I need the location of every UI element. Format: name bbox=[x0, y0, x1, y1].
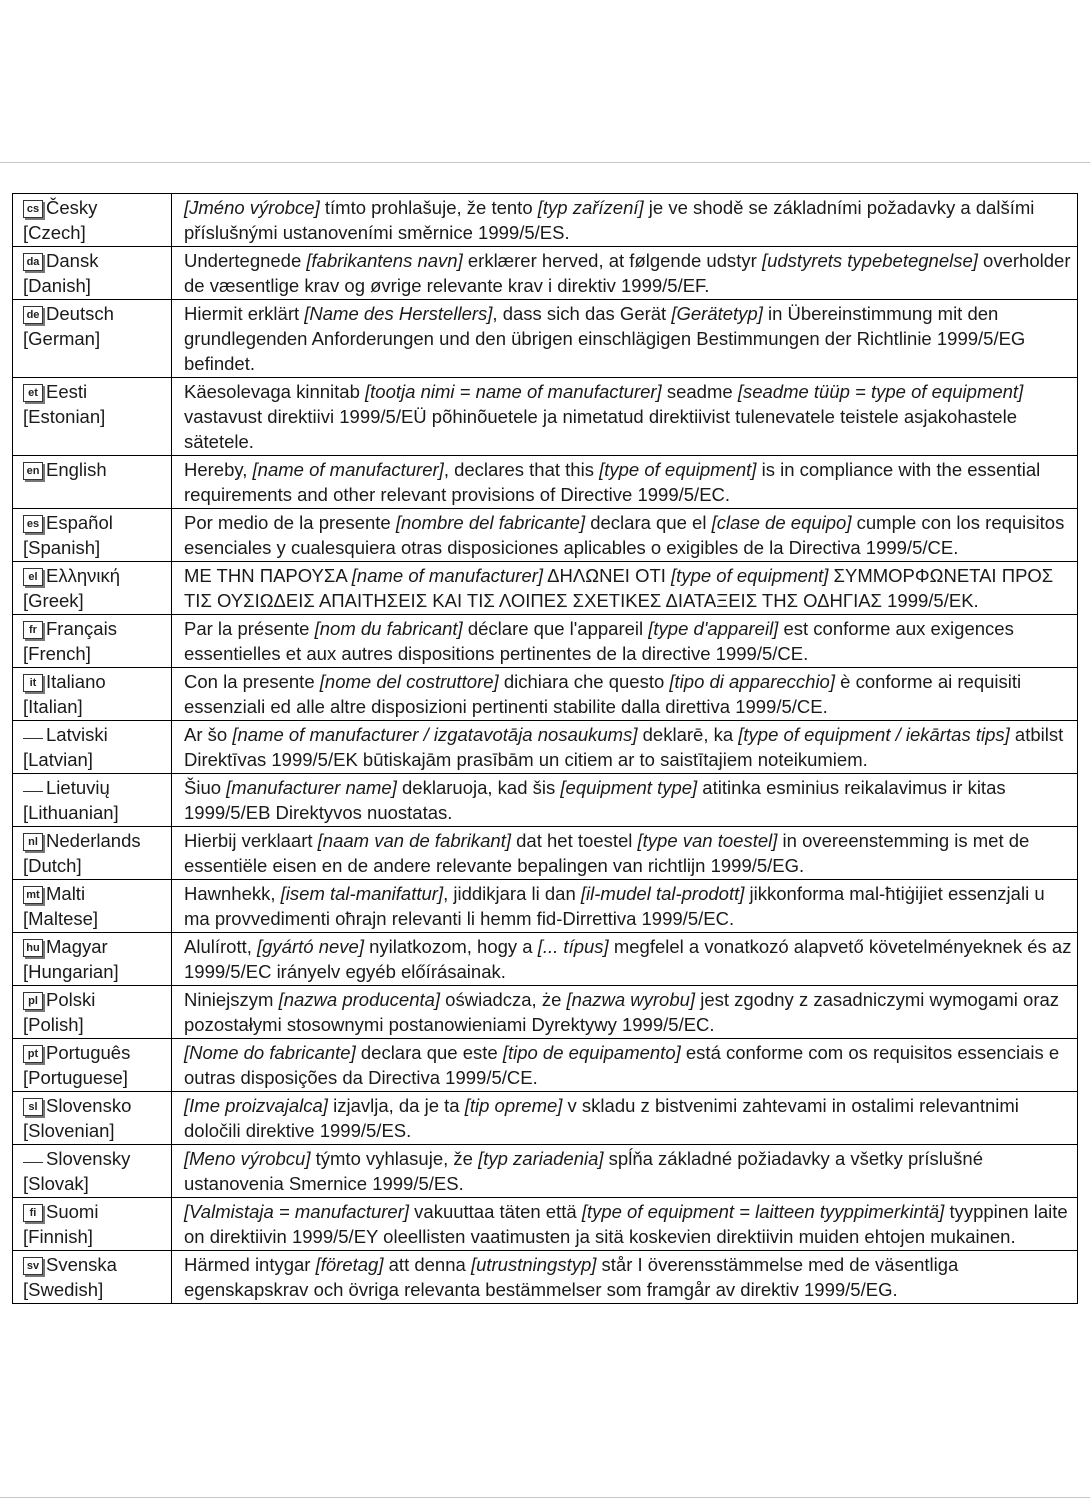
declaration-text-segment: je ve shodě se základními požadavky a dalšími příslušnými ustanoveními směrnice 1999/5/ES. bbox=[184, 197, 1035, 243]
table-row bbox=[13, 827, 1078, 880]
declaration-text-segment: , declares that this bbox=[443, 459, 600, 480]
declaration-text-segment: izjavlja, da je ta bbox=[327, 1095, 465, 1116]
declaration-text-segment: ΣΥΜΜΟΡΦΩΝΕΤΑΙ ΠΡΟΣ ΤΙΣ ΟΥΣΙΩΔΕΙΣ ΑΠΑΙΤΗΣΕΙΣ ΚΑΙ ΤΙΣ ΛΟΙΠΕΣ ΣΧΕΤΙΚΕΣ ΔΙΑΤΑΞΕΙΣ ΤΗΣ ΟΔΗΓΙΑΣ 1999/5/ΕΚ. bbox=[184, 565, 1054, 611]
table-row bbox=[13, 986, 1078, 1039]
table-row bbox=[13, 721, 1078, 774]
placeholder-text: [utrustningstyp] bbox=[470, 1254, 597, 1275]
language-cell bbox=[13, 774, 172, 827]
declaration-text-segment: Hiermit erklärt bbox=[184, 303, 305, 324]
declaration-text-segment: in Übereinstimmung mit den grundlegenden Anforderungen und den übrigen einschlägigen Bestimmungen der Richtlinie 1999/5/EG befindet. bbox=[184, 303, 1026, 374]
declaration-text-segment: v skladu z bistvenimi zahtevami in ostalimi relevantnimi določili direktive 1999/5/ES. bbox=[184, 1095, 1019, 1141]
language-code-icon: hu bbox=[23, 939, 43, 957]
declaration-text-segment: Niniejszym bbox=[184, 989, 279, 1010]
language-native-name: Suomi bbox=[46, 1201, 99, 1222]
language-code-icon bbox=[23, 778, 43, 792]
placeholder-text: [typ zariadenia] bbox=[478, 1148, 604, 1169]
placeholder-text: [manufacturer name] bbox=[226, 777, 397, 798]
language-code-icon: sv bbox=[23, 1257, 43, 1275]
declaration-text bbox=[172, 1198, 1078, 1251]
placeholder-text: [Gerätetyp] bbox=[671, 303, 763, 324]
language-native-name: Eesti bbox=[46, 381, 88, 402]
declaration-text bbox=[172, 721, 1078, 774]
placeholder-text: [seadme tüüp = type of equipment] bbox=[737, 381, 1024, 402]
table-row bbox=[13, 1251, 1078, 1304]
declaration-text-segment: in overeenstemming is met de essentiële eisen en de andere relevante bepalingen van richtlijn 1999/5/EG. bbox=[184, 830, 1030, 876]
language-cell bbox=[13, 562, 172, 615]
table-row bbox=[13, 194, 1078, 247]
placeholder-text: [Name des Herstellers] bbox=[304, 303, 493, 324]
placeholder-text: [type of equipment] bbox=[599, 459, 757, 480]
placeholder-text: [il-mudel tal-prodott] bbox=[580, 883, 745, 904]
declaration-text-segment: , dass sich das Gerät bbox=[492, 303, 672, 324]
header-rule bbox=[0, 162, 1090, 163]
declaration-text bbox=[172, 194, 1078, 247]
placeholder-text: [gyártó neve] bbox=[257, 936, 364, 957]
language-english-name: [Slovak] bbox=[23, 1173, 89, 1194]
language-english-name: [Italian] bbox=[23, 696, 83, 717]
placeholder-text: [nazwa wyrobu] bbox=[566, 989, 696, 1010]
language-english-name: [Slovenian] bbox=[23, 1120, 115, 1141]
placeholder-text: [typ zařízení] bbox=[537, 197, 644, 218]
language-code-icon bbox=[23, 1149, 43, 1163]
declaration-text bbox=[172, 300, 1078, 378]
table-row bbox=[13, 933, 1078, 986]
table-row bbox=[13, 1092, 1078, 1145]
table-row bbox=[13, 1198, 1078, 1251]
declaration-text-segment: oświadcza, że bbox=[440, 989, 567, 1010]
language-native-name: Slovensky bbox=[46, 1148, 131, 1169]
table-row bbox=[13, 1145, 1078, 1198]
footer-rule bbox=[0, 1497, 1090, 1498]
declaration-text-segment: seadme bbox=[661, 381, 738, 402]
language-code-icon: el bbox=[23, 568, 43, 586]
language-english-name: [French] bbox=[23, 643, 91, 664]
table-row bbox=[13, 247, 1078, 300]
language-cell bbox=[13, 1145, 172, 1198]
placeholder-text: [type of equipment / iekārtas tips] bbox=[738, 724, 1010, 745]
declaration-text-segment: Hawnhekk, bbox=[184, 883, 281, 904]
declaration-text-segment: tyyppinen laite on direktiivin 1999/5/EY oleellisten vaatimusten ja sitä koskevien direktiivin muiden ehtojen mukainen. bbox=[184, 1201, 1068, 1247]
placeholder-text: [tootja nimi = name of manufacturer] bbox=[365, 381, 662, 402]
language-native-name: Lietuvių bbox=[46, 777, 110, 798]
placeholder-text: [Jméno výrobce] bbox=[184, 197, 320, 218]
language-code-icon: fi bbox=[23, 1204, 43, 1222]
language-code-icon: nl bbox=[23, 833, 43, 851]
language-english-name: [Czech] bbox=[23, 222, 86, 243]
declaration-text bbox=[172, 562, 1078, 615]
declaration-text bbox=[172, 668, 1078, 721]
placeholder-text: [type of equipment = laitteen tyyppimerkintä] bbox=[581, 1201, 945, 1222]
language-cell bbox=[13, 1039, 172, 1092]
placeholder-text: [Valmistaja = manufacturer] bbox=[184, 1201, 410, 1222]
language-cell bbox=[13, 827, 172, 880]
language-english-name: [Polish] bbox=[23, 1014, 84, 1035]
declaration-text-segment: jest zgodny z zasadniczymi wymogami oraz pozostałymi stosownymi postanowieniami Dyrektywy 1999/5/EC. bbox=[184, 989, 1060, 1035]
declaration-text-segment: atitinka esminius reikalavimus ir kitas 1999/5/EB Direktyvos nuostatas. bbox=[184, 777, 1006, 823]
declaration-text bbox=[172, 880, 1078, 933]
language-native-name: Dansk bbox=[46, 250, 99, 271]
language-english-name: [Lithuanian] bbox=[23, 802, 119, 823]
placeholder-text: [clase de equipo] bbox=[711, 512, 852, 533]
placeholder-text: [företag] bbox=[315, 1254, 384, 1275]
language-cell bbox=[13, 933, 172, 986]
declaration-text bbox=[172, 456, 1078, 509]
language-cell bbox=[13, 1092, 172, 1145]
declaration-text-segment: is in compliance with the essential requirements and other relevant provisions of Directive 1999/5/EC. bbox=[184, 459, 1041, 505]
placeholder-text: [name of manufacturer / izgatavotāja nosaukums] bbox=[232, 724, 638, 745]
language-english-name: [Dutch] bbox=[23, 855, 82, 876]
table-row bbox=[13, 615, 1078, 668]
language-native-name: Français bbox=[46, 618, 117, 639]
declaration-text-segment: dichiara che questo bbox=[498, 671, 670, 692]
declaration-text-segment: spĺňa základné požiadavky a všetky príslušné ustanovenia Smernice 1999/5/ES. bbox=[184, 1148, 984, 1194]
language-cell bbox=[13, 300, 172, 378]
language-english-name: [German] bbox=[23, 328, 101, 349]
placeholder-text: [udstyrets typebetegnelse] bbox=[761, 250, 978, 271]
language-code-icon: es bbox=[23, 515, 43, 533]
declaration-text-segment: tímto prohlašuje, že tento bbox=[319, 197, 538, 218]
placeholder-text: [type van toestel] bbox=[637, 830, 778, 851]
language-cell bbox=[13, 615, 172, 668]
declaration-text-segment: ΜΕ ΤΗΝ ΠΑΡΟΥΣΑ bbox=[184, 565, 352, 586]
language-native-name: Slovensko bbox=[46, 1095, 132, 1116]
declaration-text-segment: Käesolevaga kinnitab bbox=[184, 381, 366, 402]
declaration-text bbox=[172, 986, 1078, 1039]
language-code-icon: da bbox=[23, 253, 43, 271]
language-code-icon: mt bbox=[23, 886, 43, 904]
declaration-text-segment: déclare que l'appareil bbox=[462, 618, 649, 639]
placeholder-text: [Nome do fabricante] bbox=[184, 1042, 356, 1063]
language-english-name: [Finnish] bbox=[23, 1226, 93, 1247]
language-cell bbox=[13, 456, 172, 509]
table-row bbox=[13, 456, 1078, 509]
declaration-text-segment: megfelel a vonatkozó alapvető követelményeknek és az 1999/5/EC irányelv egyéb előírásainak. bbox=[184, 936, 1072, 982]
language-cell bbox=[13, 1198, 172, 1251]
placeholder-text: [nome del costruttore] bbox=[319, 671, 499, 692]
language-native-name: Ελληνική bbox=[46, 565, 121, 586]
declaration-text-segment: står I överensstämmelse med de väsentliga egenskapskrav och övriga relevanta bestämmelser som framgår av direktiv 1999/5/EG. bbox=[184, 1254, 959, 1300]
language-code-icon: pl bbox=[23, 992, 43, 1010]
declaration-text-segment: declara que el bbox=[585, 512, 712, 533]
language-cell bbox=[13, 880, 172, 933]
language-cell bbox=[13, 1251, 172, 1304]
language-native-name: Português bbox=[46, 1042, 131, 1063]
table-row bbox=[13, 378, 1078, 456]
placeholder-text: [tipo di apparecchio] bbox=[669, 671, 835, 692]
language-native-name: Magyar bbox=[46, 936, 108, 957]
placeholder-text: [nom du fabricant] bbox=[314, 618, 463, 639]
placeholder-text: [... típus] bbox=[537, 936, 609, 957]
language-cell bbox=[13, 247, 172, 300]
language-code-icon: fr bbox=[23, 621, 43, 639]
language-english-name: [Swedish] bbox=[23, 1279, 104, 1300]
table-row bbox=[13, 1039, 1078, 1092]
placeholder-text: [tipo de equipamento] bbox=[502, 1042, 681, 1063]
placeholder-text: [name of manufacturer] bbox=[252, 459, 444, 480]
language-native-name: Español bbox=[46, 512, 113, 533]
placeholder-text: [equipment type] bbox=[560, 777, 698, 798]
language-code-icon bbox=[23, 725, 43, 739]
declaration-text-segment: Con la presente bbox=[184, 671, 320, 692]
declaration-text-segment: overholder de væsentlige krav og øvrige relevante krav i direktiv 1999/5/EF. bbox=[184, 250, 1071, 296]
language-english-name: [Spanish] bbox=[23, 537, 101, 558]
language-code-icon: cs bbox=[23, 200, 43, 218]
placeholder-text: [fabrikantens navn] bbox=[306, 250, 463, 271]
declaration-text-segment: vastavust direktiivi 1999/5/EÜ põhinõuetele ja nimetatud direktiivist tulenevatele teistele asjakohastele sätetele. bbox=[184, 406, 1017, 452]
declaration-text-segment: Ar šo bbox=[184, 724, 233, 745]
language-native-name: Svenska bbox=[46, 1254, 117, 1275]
language-cell bbox=[13, 194, 172, 247]
language-native-name: Italiano bbox=[46, 671, 106, 692]
placeholder-text: [name of manufacturer] bbox=[351, 565, 544, 586]
declaration-text-segment: Undertegnede bbox=[184, 250, 307, 271]
language-native-name: English bbox=[46, 459, 107, 480]
language-english-name: [Greek] bbox=[23, 590, 84, 611]
language-native-name: Nederlands bbox=[46, 830, 141, 851]
declaration-text-segment: jikkonforma mal-ħtiġijiet essenzjali u ma provvedimenti oħrajn relevanti li hemm fid-Dirrettiva 1999/5/EC. bbox=[184, 883, 1045, 929]
declaration-text-segment: Alulírott, bbox=[184, 936, 257, 957]
declaration-text bbox=[172, 1039, 1078, 1092]
language-code-icon: de bbox=[23, 306, 43, 324]
language-native-name: Malti bbox=[46, 883, 86, 904]
declaration-text-segment: está conforme com os requisitos essenciais e outras disposições da Directiva 1999/5/CE. bbox=[184, 1042, 1060, 1088]
language-english-name: [Portuguese] bbox=[23, 1067, 128, 1088]
declaration-text-segment: nyilatkozom, hogy a bbox=[363, 936, 538, 957]
language-english-name: [Hungarian] bbox=[23, 961, 119, 982]
declaration-text-segment: cumple con los requisitos esenciales y cualesquiera otras disposiciones aplicables o exigibles de la Directiva 1999/5/CE. bbox=[184, 512, 1065, 558]
placeholder-text: [type d'appareil] bbox=[648, 618, 779, 639]
declaration-text-segment: est conforme aux exigences essentielles et aux autres dispositions pertinentes de la directive 1999/5/CE. bbox=[184, 618, 1014, 664]
table-row bbox=[13, 300, 1078, 378]
language-english-name: [Estonian] bbox=[23, 406, 106, 427]
declaration-text-segment: týmto vyhlasuje, že bbox=[310, 1148, 479, 1169]
language-code-icon: en bbox=[23, 462, 43, 480]
table-row bbox=[13, 668, 1078, 721]
language-native-name: Latviski bbox=[46, 724, 108, 745]
placeholder-text: [nombre del fabricante] bbox=[395, 512, 586, 533]
declaration-text-segment: Hereby, bbox=[184, 459, 253, 480]
placeholder-text: [Ime proizvajalca] bbox=[184, 1095, 328, 1116]
declaration-table bbox=[12, 193, 1078, 1304]
declaration-text-segment: att denna bbox=[383, 1254, 471, 1275]
language-native-name: Česky bbox=[46, 197, 98, 218]
table-row bbox=[13, 562, 1078, 615]
language-cell bbox=[13, 668, 172, 721]
language-english-name: [Danish] bbox=[23, 275, 91, 296]
placeholder-text: [naam van de fabrikant] bbox=[317, 830, 511, 851]
language-cell bbox=[13, 986, 172, 1039]
declaration-text-segment: dat het toestel bbox=[511, 830, 638, 851]
language-english-name: [Maltese] bbox=[23, 908, 99, 929]
declaration-text bbox=[172, 774, 1078, 827]
language-code-icon: pt bbox=[23, 1045, 43, 1063]
language-cell bbox=[13, 721, 172, 774]
declaration-text-segment: Härmed intygar bbox=[184, 1254, 316, 1275]
language-cell bbox=[13, 378, 172, 456]
placeholder-text: [isem tal-manifattur] bbox=[280, 883, 444, 904]
table-row bbox=[13, 774, 1078, 827]
declaration-text-segment: Par la présente bbox=[184, 618, 315, 639]
declaration-text bbox=[172, 247, 1078, 300]
placeholder-text: [tip opreme] bbox=[464, 1095, 563, 1116]
table-row bbox=[13, 880, 1078, 933]
declaration-text-segment: Šiuo bbox=[184, 777, 227, 798]
language-native-name: Polski bbox=[46, 989, 96, 1010]
language-code-icon: sl bbox=[23, 1098, 43, 1116]
declaration-text-segment: atbilst Direktīvas 1999/5/EK būtiskajām prasībām un citiem ar to saistītajiem noteikumiem. bbox=[184, 724, 1064, 770]
declaration-text bbox=[172, 1092, 1078, 1145]
declaration-text-segment: deklaruoja, kad šis bbox=[396, 777, 561, 798]
declaration-text-segment: è conforme ai requisiti essenziali ed alle altre disposizioni pertinenti stabilite dalla direttiva 1999/5/CE. bbox=[184, 671, 1022, 717]
declaration-text-segment: erklærer herved, at følgende udstyr bbox=[462, 250, 762, 271]
declaration-table-body bbox=[13, 194, 1078, 1304]
language-english-name: [Latvian] bbox=[23, 749, 93, 770]
declaration-text-segment: ΔΗΛΩΝΕΙ ΟΤΙ bbox=[543, 565, 672, 586]
language-code-icon: it bbox=[23, 674, 43, 692]
placeholder-text: [type of equipment] bbox=[671, 565, 829, 586]
declaration-text bbox=[172, 615, 1078, 668]
declaration-text-segment: vakuuttaa täten että bbox=[409, 1201, 582, 1222]
language-native-name: Deutsch bbox=[46, 303, 114, 324]
declaration-text bbox=[172, 1251, 1078, 1304]
language-code-icon: et bbox=[23, 384, 43, 402]
placeholder-text: [Meno výrobcu] bbox=[184, 1148, 311, 1169]
declaration-text bbox=[172, 378, 1078, 456]
declaration-text bbox=[172, 1145, 1078, 1198]
declaration-text bbox=[172, 509, 1078, 562]
declaration-text-segment: declara que este bbox=[355, 1042, 503, 1063]
table-row bbox=[13, 509, 1078, 562]
declaration-text-segment: Por medio de la presente bbox=[184, 512, 396, 533]
language-cell bbox=[13, 509, 172, 562]
declaration-text-segment: deklarē, ka bbox=[637, 724, 739, 745]
declaration-text-segment: , jiddikjara li dan bbox=[443, 883, 581, 904]
declaration-text-segment: Hierbij verklaart bbox=[184, 830, 318, 851]
placeholder-text: [nazwa producenta] bbox=[278, 989, 441, 1010]
declaration-text bbox=[172, 827, 1078, 880]
declaration-text bbox=[172, 933, 1078, 986]
